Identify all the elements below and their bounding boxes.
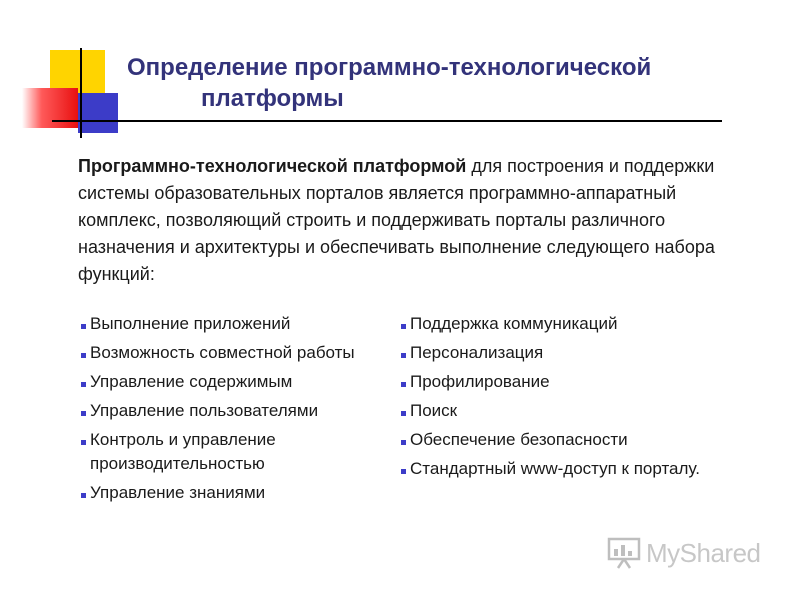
slide-title-line2: платформы <box>201 85 344 112</box>
list-item-text: Поиск <box>410 401 458 420</box>
bullet-square-icon <box>401 469 406 474</box>
decor-red-gradient-block <box>22 88 78 128</box>
list-item-text: Возможность совместной работы <box>90 343 355 362</box>
list-item-text: Управление пользователями <box>90 401 319 420</box>
list-item <box>400 399 700 423</box>
list-item <box>80 312 370 336</box>
bullet-square-icon <box>401 353 406 358</box>
bullet-square-icon <box>401 382 406 387</box>
list-item-text: Выполнение приложений <box>90 314 291 333</box>
list-item-text: Управление содержимым <box>90 372 293 391</box>
list-item <box>80 428 370 476</box>
bullet-square-icon <box>81 411 86 416</box>
intro-definition-text: для построения и поддержки системы образовательных порталов является программно-аппаратный комплекс, позволяющий строить и поддерживать порталы различного назначения и архитектуры и обеспечивать выполнение следующего набора функций: <box>78 156 715 284</box>
corner-decoration <box>0 0 140 150</box>
intro-defined-term: Программно-технологической платформой <box>78 156 467 176</box>
list-item-text: Обеспечение безопасности <box>410 430 628 449</box>
functions-list-right <box>400 312 700 486</box>
bullet-square-icon <box>81 440 86 445</box>
decor-vertical-line <box>80 48 82 138</box>
bullet-square-icon <box>81 493 86 498</box>
list-item <box>400 341 700 365</box>
list-item <box>80 481 370 505</box>
slide-title-line1: Определение программно-технологической <box>127 54 652 81</box>
slide-title <box>127 52 747 114</box>
list-item-text: Управление знаниями <box>90 483 266 502</box>
presentation-board-icon <box>606 535 642 571</box>
list-item <box>400 428 700 452</box>
bullet-square-icon <box>401 411 406 416</box>
list-item-text: Поддержка коммуникаций <box>410 314 618 333</box>
bullet-square-icon <box>401 440 406 445</box>
myshared-watermark <box>606 533 761 573</box>
list-item-text: Контроль и управление производительностью <box>90 430 276 473</box>
list-item <box>400 370 700 394</box>
bullet-square-icon <box>401 324 406 329</box>
list-item-text: Персонализация <box>410 343 544 362</box>
bullet-square-icon <box>81 382 86 387</box>
list-item <box>80 341 370 365</box>
title-underline <box>52 120 722 122</box>
intro-paragraph <box>78 153 718 288</box>
functions-list-left <box>80 312 370 510</box>
list-item <box>400 457 700 481</box>
list-item-text: Стандартный www-доступ к порталу. <box>410 459 700 478</box>
list-item <box>80 370 370 394</box>
bullet-square-icon <box>81 353 86 358</box>
list-item-text: Профилирование <box>410 372 550 391</box>
list-item <box>400 312 700 336</box>
decor-blue-square <box>78 93 118 133</box>
bullet-square-icon <box>81 324 86 329</box>
list-item <box>80 399 370 423</box>
watermark-text: MyShared <box>646 537 761 568</box>
